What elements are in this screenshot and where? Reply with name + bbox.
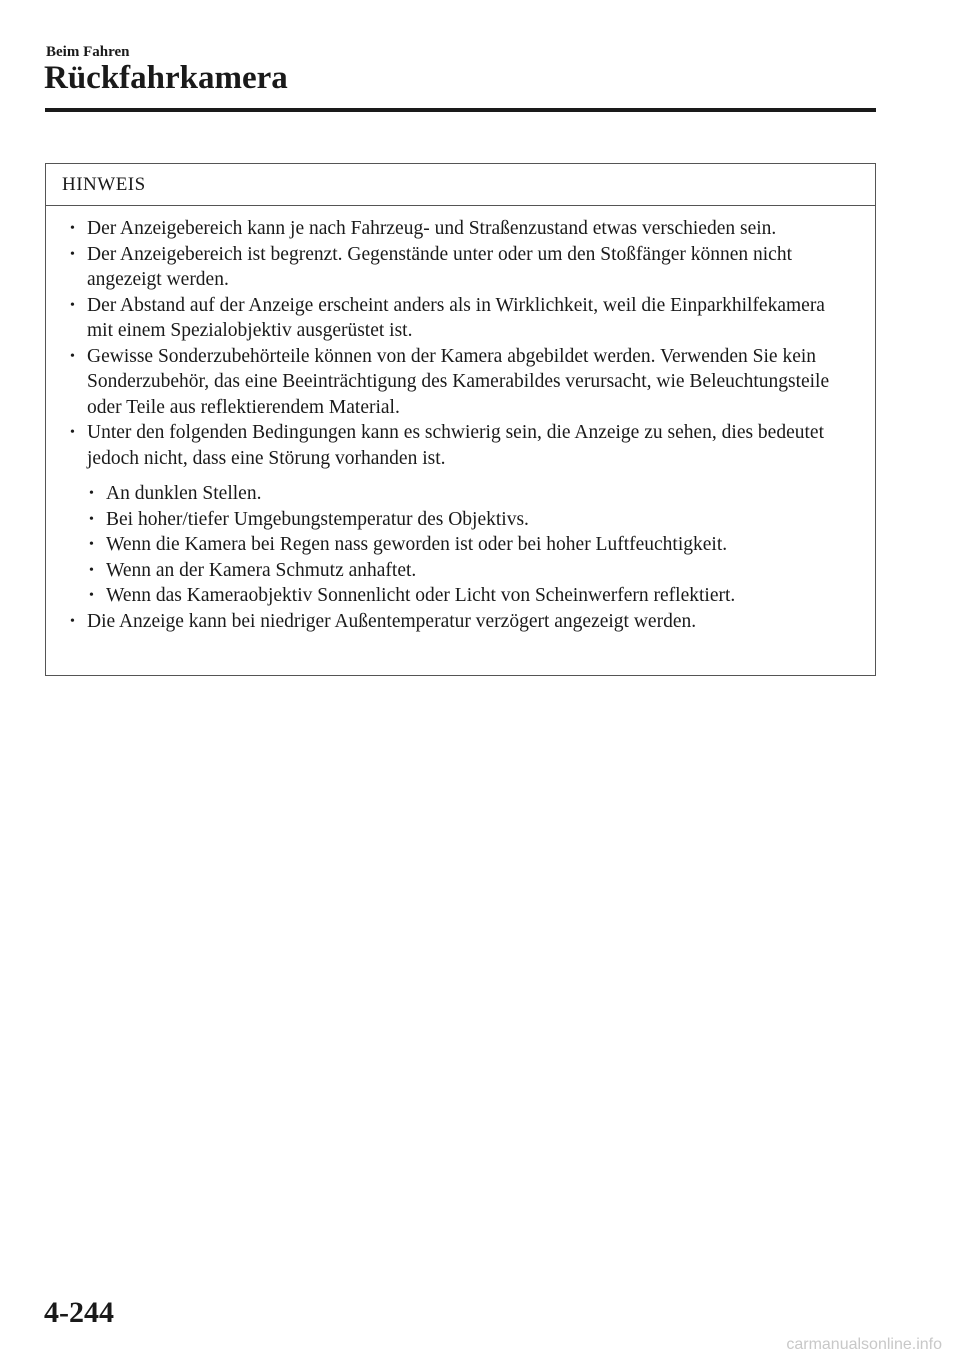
list-item-text: Die Anzeige kann bei niedriger Außentemperatur verzögert angezeigt werden. <box>87 610 697 632</box>
list-item <box>46 420 875 471</box>
bullet-dot: • <box>89 588 94 603</box>
bullet-dot: • <box>89 537 94 552</box>
sub-list-item-text: Wenn an der Kamera Schmutz anhaftet. <box>106 559 417 581</box>
list-item-text: Der Anzeigebereich ist begrenzt. Gegenstände unter oder um den Stoßfänger können nicht angezeigt werden. <box>87 243 792 290</box>
sub-list-item-text: Wenn die Kamera bei Regen nass geworden ist oder bei hoher Luftfeuchtigkeit. <box>106 534 728 555</box>
bullet-dot: • <box>89 486 94 501</box>
list-item <box>46 293 875 344</box>
watermark: carmanualsonline.info <box>786 1336 942 1353</box>
list-item-text: Der Abstand auf der Anzeige erscheint anders als in Wirklichkeit, weil die Einparkhilfekamera mit einem Spezialobjektiv ausgerüstet ist. <box>87 294 825 341</box>
list-item <box>46 242 875 293</box>
sub-list-item-text: Wenn das Kameraobjektiv Sonnenlicht oder Licht von Scheinwerfern reflektiert. <box>106 585 736 606</box>
sub-list-item <box>46 507 875 533</box>
notice-heading: HINWEIS <box>62 174 146 195</box>
bullet-dot: • <box>70 425 75 440</box>
bullet-dot: • <box>89 562 94 578</box>
bullet-dot: • <box>70 613 75 629</box>
list-item-text: Gewisse Sonderzubehörteile können von der Kamera abgebildet werden. Verwenden Sie kein Sonderzubehör, das eine Beeinträchtigung des Kamerabildes verursacht, wie Beleuchtungsteile oder Teile aus reflektierendem Material. <box>87 345 830 418</box>
page-number: 4-244 <box>44 1296 114 1329</box>
sub-list-item <box>46 481 875 507</box>
bullet-dot: • <box>70 297 75 313</box>
section-label: Beim Fahren <box>46 44 130 60</box>
sub-list-item-text: An dunklen Stellen. <box>106 483 262 504</box>
title-rule <box>45 108 876 112</box>
bullet-dot: • <box>89 511 94 527</box>
list-item <box>46 344 875 421</box>
sub-list-item <box>46 583 875 609</box>
notice-box <box>45 163 876 676</box>
list-item <box>46 609 875 635</box>
bullet-dot: • <box>70 221 75 236</box>
list-item-text: Unter den folgenden Bedingungen kann es schwierig sein, die Anzeige zu sehen, dies bedeutet jedoch nicht, dass eine Störung vorhanden ist. <box>87 422 824 469</box>
sub-list-item-text: Bei hoher/tiefer Umgebungstemperatur des Objektivs. <box>106 508 529 530</box>
list-item-text: Der Anzeigebereich kann je nach Fahrzeug- und Straßenzustand etwas verschieden sein. <box>87 218 777 239</box>
page-title: Rückfahrkamera <box>44 60 288 96</box>
notice-divider <box>46 205 875 206</box>
list-item <box>46 216 875 242</box>
sub-list-item <box>46 558 875 584</box>
bullet-dot: • <box>70 348 75 364</box>
notice-list <box>46 216 875 634</box>
bullet-dot: • <box>70 246 75 262</box>
sub-list-item <box>46 532 875 558</box>
